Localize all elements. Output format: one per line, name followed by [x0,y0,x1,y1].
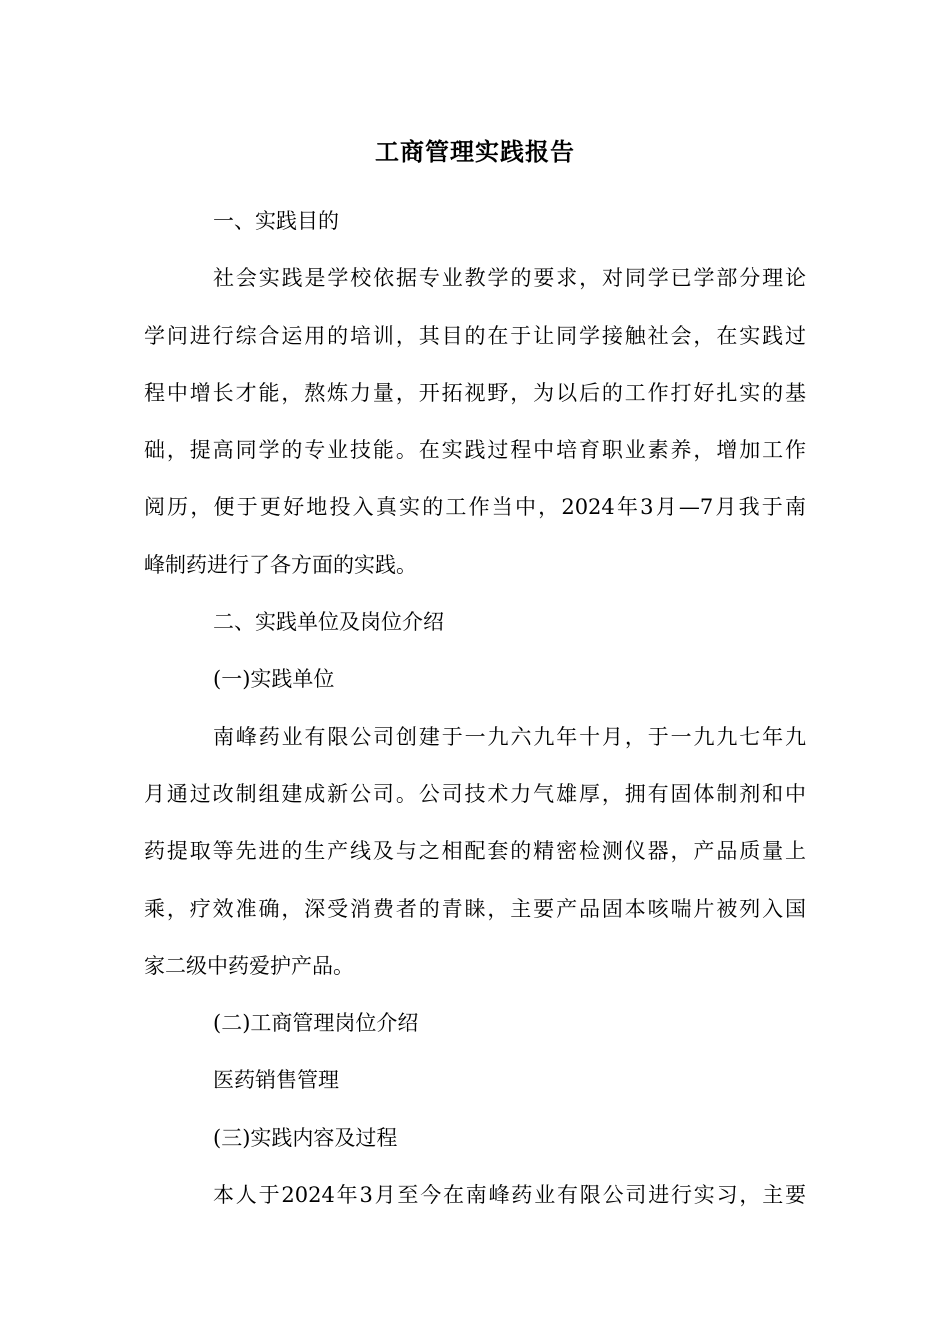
subsection-heading-unit: (一)实践单位 [213,667,335,691]
paragraph-line: 药提取等先进的生产线及与之相配套的精密检测仪器，产品质量上 [144,839,806,863]
paragraph-line: 程中增长才能，熬炼力量，开拓视野，为以后的工作打好扎实的基 [144,381,806,405]
paragraph-line: 乘，疗效准确，深受消费者的青睐，主要产品固本咳喘片被列入国 [144,897,806,921]
subsection-heading-content: (三)实践内容及过程 [213,1126,398,1150]
section-heading-unit: 二、实践单位及岗位介绍 [213,610,444,634]
document-title: 工商管理实践报告 [375,137,575,166]
paragraph-line: 础，提高同学的专业技能。在实践过程中培育职业素养，增加工作 [144,438,806,462]
paragraph-line: 社会实践是学校依据专业教学的要求，对同学已学部分理论 [213,266,806,290]
position-name: 医药销售管理 [213,1068,339,1092]
paragraph-line: 本人于2024年3月至今在南峰药业有限公司进行实习，主要 [213,1183,806,1207]
section-heading-purpose: 一、实践目的 [213,209,339,233]
paragraph-line: 月通过改制组建成新公司。公司技术力气雄厚，拥有固体制剂和中 [144,782,806,806]
paragraph-line: 峰制药进行了各方面的实践。 [144,553,417,577]
paragraph-line: 学问进行综合运用的培训，其目的在于让同学接触社会，在实践过 [144,324,806,348]
paragraph-line: 南峰药业有限公司创建于一九六九年十月，于一九九七年九 [213,725,806,749]
paragraph-line: 家二级中药爱护产品。 [144,954,354,978]
subsection-heading-position: (二)工商管理岗位介绍 [213,1011,419,1035]
paragraph-line: 阅历，便于更好地投入真实的工作当中，2024年3月—7月我于南 [144,495,806,519]
